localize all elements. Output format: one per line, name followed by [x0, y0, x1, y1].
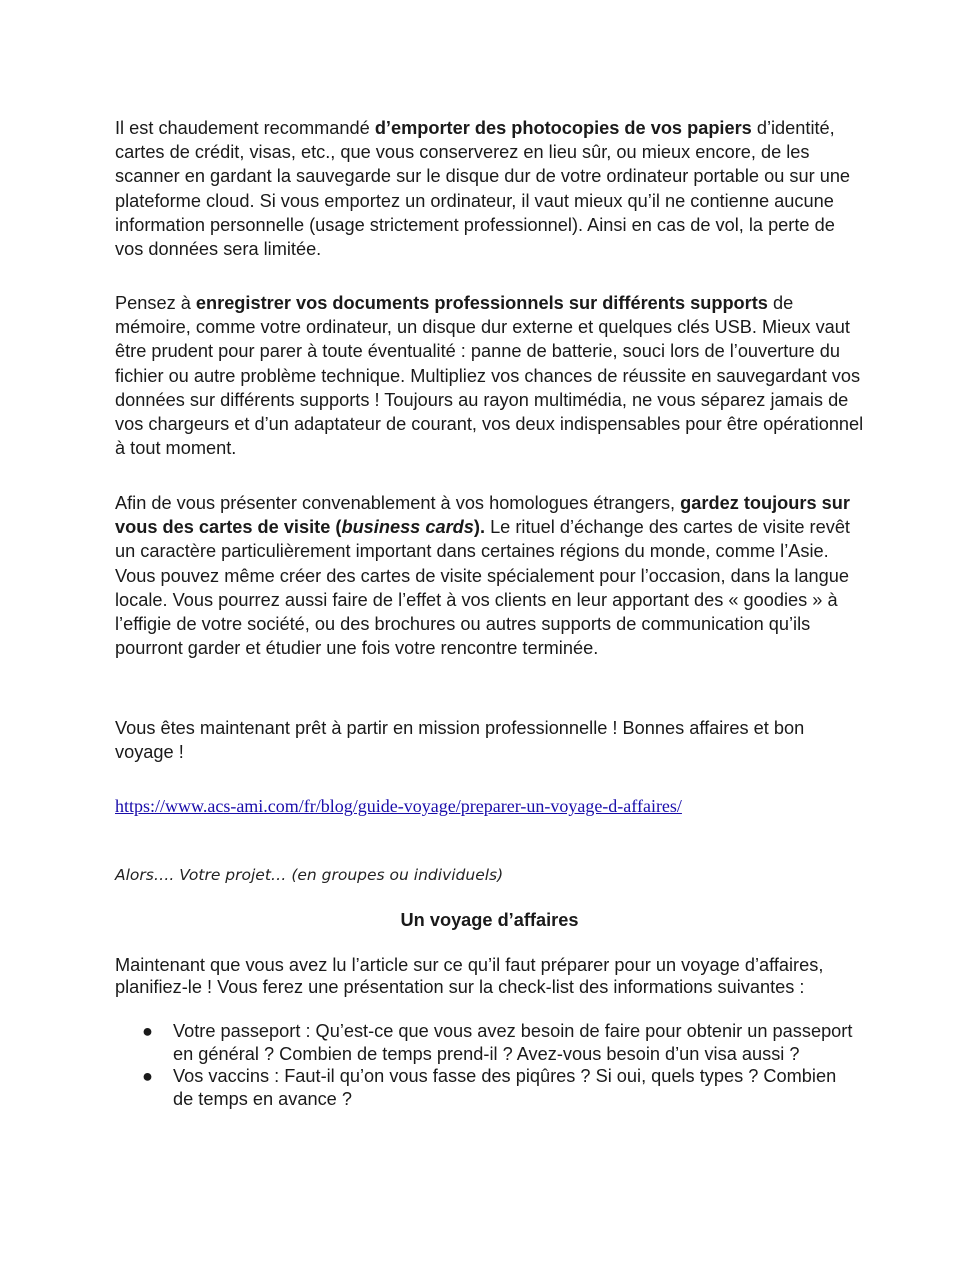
p2-text-end: de mémoire, comme votre ordinateur, un disque dur externe et quelques clés USB. Mieux vaut être prudent pour parer à toute éventualité : panne de batterie, souci lors de l’ouverture du fichier ou autre problème technique. Multipliez vos chances de réussite en sauvegardant vos données sur différents supports ! Toujours au rayon multimédia, ne vous séparez jamais de vos chargeurs et d’un adaptateur de courant, vos deux indispensables pour être opérationnel à tout moment. [115, 293, 864, 459]
paragraph-photocopies [115, 116, 867, 261]
paragraph-conclusion: Vous êtes maintenant prêt à partir en mission professionnelle ! Bonnes affaires et bon voyage ! [115, 718, 805, 763]
p3-bold-text-b: ). [473, 517, 486, 538]
p1-bold-text: d’emporter des photocopies de vos papiers [374, 118, 752, 138]
section-title: Un voyage d’affaires [400, 910, 579, 930]
bullet-icon: ● [142, 1021, 153, 1041]
source-link[interactable]: https://www.acs-ami.com/fr/blog/guide-voyage/preparer-un-voyage-d-affaires/ [115, 796, 682, 816]
list-item-text: Votre passeport : Qu’est-ce que vous avez besoin de faire pour obtenir un passeport en général ? Combien de temps prend-il ? Avez-vous besoin d’un visa aussi ? [173, 1021, 853, 1064]
paragraph-supports [115, 291, 867, 460]
project-subtitle: Alors…. Votre projet… (en groupes ou individuels) [115, 866, 504, 884]
p1-text-start: Il est chaudement recommandé [115, 118, 375, 138]
list-item [115, 1065, 855, 1110]
p2-bold-text: enregistrer vos documents professionnels sur différents supports [195, 293, 768, 313]
p3-bold-italic-text: business cards [341, 517, 474, 538]
paragraph-business-cards [115, 491, 867, 660]
p3-text-end: Le rituel d’échange des cartes de visite revêt un caractère particulièrement important dans certaines régions du monde, comme l’Asie. Vous pouvez même créer des cartes de visite spécialement pour l’occasion, dans la langue locale. Vous pourrez aussi faire de l’effet à vos clients en leur apportant des « goodies » à l’effigie de votre société, ou des brochures ou autres supports de communication qu’ils pourront garder et étudier une fois votre rencontre terminée. [115, 517, 850, 659]
checklist [115, 1020, 855, 1110]
list-item-text: Vos vaccins : Faut-il qu’on vous fasse des piqûres ? Si oui, quels types ? Combien de temps en avance ? [173, 1066, 837, 1109]
bullet-icon: ● [142, 1066, 153, 1086]
p3-text-start: Afin de vous présenter convenablement à vos homologues étrangers, [115, 493, 681, 513]
p2-text-start: Pensez à [115, 293, 196, 313]
p1-text-end: d’identité, cartes de crédit, visas, etc., que vous conserverez en lieu sûr, ou mieux encore, de les scanner en gardant la sauvegarde sur le disque dur de votre ordinateur portable ou sur une plateforme cloud. Si vous emportez un ordinateur, il vaut mieux qu’il ne contienne aucune information personnelle (usage strictement professionnel). Ainsi en cas de vol, la perte de vos données sera limitée. [115, 118, 851, 260]
list-item [115, 1020, 855, 1065]
intro-paragraph: Maintenant que vous avez lu l’article sur ce qu’il faut préparer pour un voyage d’affaires, planifiez-le ! Vous ferez une présentation sur la check-list des informations suivantes : [115, 955, 824, 997]
p3-bold-text-a: gardez toujours sur vous des cartes de visite ( [115, 493, 850, 538]
